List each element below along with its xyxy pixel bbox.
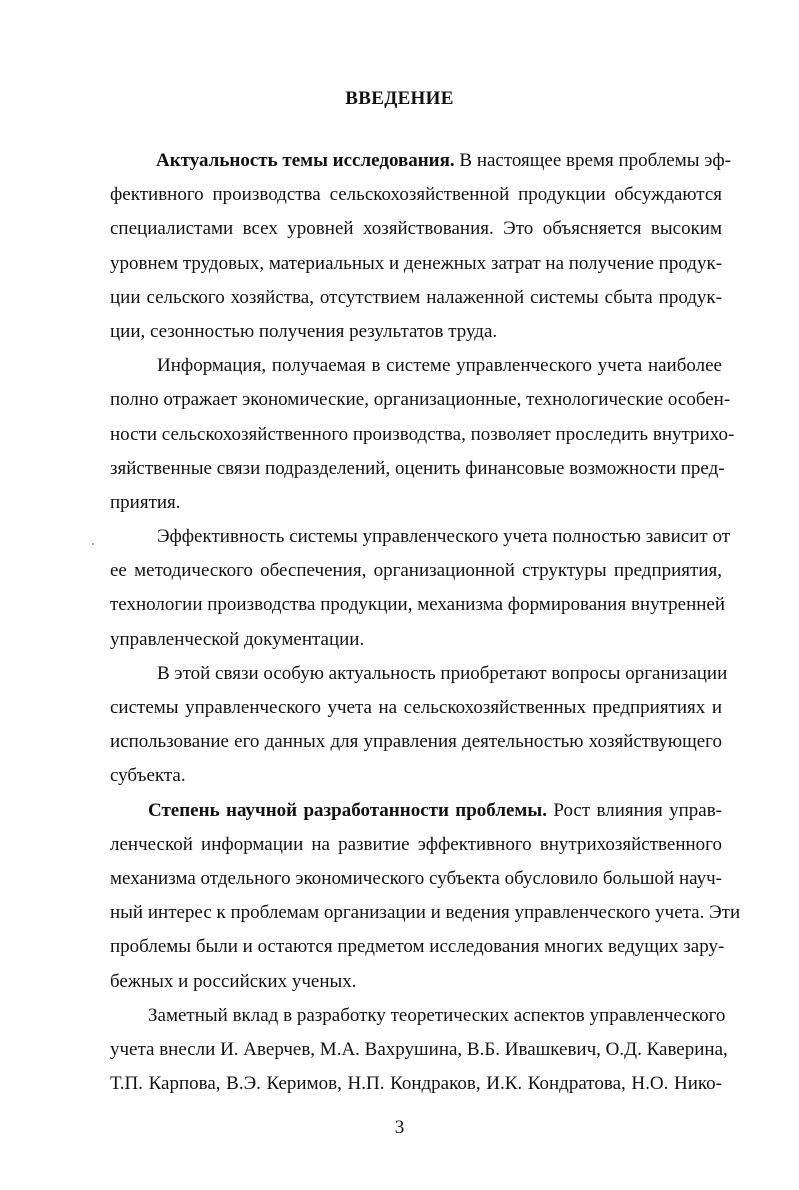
text-line: управленческой документации. xyxy=(110,628,365,650)
text-line: использование его данных для управления деятельностью хозяйствующего xyxy=(110,731,722,753)
paragraph-lead: Степень научной разработанности проблемы. xyxy=(148,799,547,821)
paragraph-relevance xyxy=(110,144,731,349)
text-line: ее методического обеспечения, организационной структуры предприятия, xyxy=(110,560,722,582)
page-title: ВВЕДЕНИЕ xyxy=(345,88,454,109)
text-line: уровнем трудовых, материальных и денежных затрат на получение продук- xyxy=(110,252,723,274)
text-line: технологии производства продукции, механизма формирования внутренней xyxy=(110,594,726,616)
text-line: проблемы были и остаются предметом исследования многих ведущих зару- xyxy=(110,936,725,958)
text-fragment: В настоящее время проблемы эф- xyxy=(454,150,731,171)
paragraph-lead: Актуальность темы исследования. xyxy=(156,150,455,171)
text-line: субъекта. xyxy=(110,765,186,787)
text-line: бежных и российских ученых. xyxy=(110,970,357,992)
text-fragment: Рост влияния управ- xyxy=(546,799,723,821)
text-line xyxy=(110,144,731,178)
text-line: ный интерес к проблемам организации и ведения управленческого учета. Эти xyxy=(110,902,741,924)
text-line: Информация, получаемая в системе управленческого учета наиболее xyxy=(157,355,722,377)
text-line: ции сельского хозяйства, отсутствием налаженной системы сбыта продук- xyxy=(110,286,722,308)
paragraph-importance xyxy=(110,657,728,794)
paragraph-information xyxy=(110,349,735,520)
page-number: 3 xyxy=(394,1117,405,1138)
text-line: фективного производства сельскохозяйственной продукции обсуждаются xyxy=(110,184,722,206)
paragraph-efficiency xyxy=(110,520,731,657)
paragraph-contribution xyxy=(110,999,728,1102)
text-line: приятия. xyxy=(110,491,181,513)
margin-mark xyxy=(92,543,94,545)
text-line: Заметный вклад в разработку теоретических аспектов управленческого xyxy=(148,1004,726,1026)
text-line: механизма отдельного экономического субъекта обусловило большой науч- xyxy=(110,867,722,889)
text-line: В этой связи особую актуальность приобретают вопросы организации xyxy=(157,662,728,684)
text-line: полно отражает экономические, организационные, технологические особен- xyxy=(110,389,731,411)
text-line: ности сельскохозяйственного производства, позволяет проследить внутрихо- xyxy=(110,423,735,445)
text-line: специалистами всех уровней хозяйствования. Это объясняется высоким xyxy=(110,218,722,240)
text-line: учета внесли И. Аверчев, М.А. Вахрушина, В.Б. Ивашкевич, О.Д. Каверина, xyxy=(110,1038,728,1060)
text-line: ленческой информации на развитие эффективного внутрихозяйственного xyxy=(110,833,722,855)
text-line: зяйственные связи подразделений, оценить финансовые возможности пред- xyxy=(110,457,725,479)
text-line: Т.П. Карпова, В.Э. Керимов, Н.П. Кондраков, И.К. Кондратова, Н.О. Нико- xyxy=(110,1073,722,1095)
text-line: ции, сезонностью получения результатов труда. xyxy=(110,320,498,342)
text-line xyxy=(110,794,722,828)
paragraph-research-degree xyxy=(110,794,741,999)
text-line: системы управленческого учета на сельскохозяйственных предприятиях и xyxy=(110,697,722,718)
text-line: Эффективность системы управленческого учета полностью зависит от xyxy=(157,526,731,548)
document-body xyxy=(110,144,741,1101)
